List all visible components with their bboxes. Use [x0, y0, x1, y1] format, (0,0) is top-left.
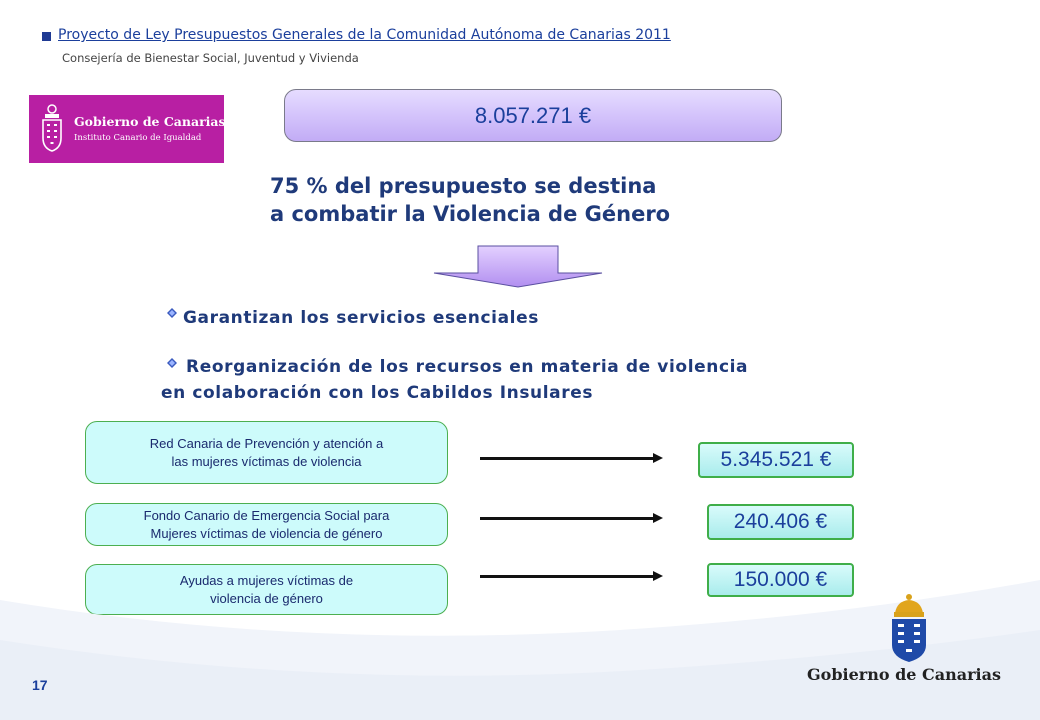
diamond-bullet-icon [167, 358, 177, 368]
logo-subtitle: Instituto Canario de Igualdad [74, 133, 202, 143]
headline-line1: 75 % del presupuesto se destina [270, 174, 657, 198]
amount-value: 5.345.521 € [720, 448, 832, 471]
program-box-fondo-canario [85, 503, 448, 546]
program-label-line2: violencia de género [210, 590, 323, 606]
amount-value: 240.406 € [733, 510, 828, 533]
headline-line2: a combatir la Violencia de Género [270, 202, 671, 226]
arrow-right-icon [653, 513, 663, 523]
bullet-reorganization-line2: en colaboración con los Cabildos Insulares [161, 383, 594, 403]
institute-logo [29, 95, 224, 163]
amount-box-red-canaria [698, 442, 854, 478]
coat-of-arms-icon [39, 103, 65, 153]
program-label-line1: Red Canaria de Prevención y atención a [149, 435, 384, 451]
program-box-red-canaria [85, 421, 448, 484]
logo-title: Gobierno de Canarias [74, 114, 226, 129]
headline [270, 172, 670, 228]
gobierno-canarias-coat-icon [887, 593, 931, 663]
program-label-line2: Mujeres víctimas de violencia de género [150, 525, 383, 541]
footer-brand: Gobierno de Canarias [807, 665, 1002, 684]
connector-arrow-line [480, 457, 655, 460]
header-title-link[interactable]: Proyecto de Ley Presupuestos Generales de la Comunidad Autónoma de Canarias 2011 [58, 27, 671, 43]
connector-arrow-line [480, 517, 655, 520]
program-label-line2: las mujeres víctimas de violencia [171, 453, 362, 469]
down-arrow-icon [432, 245, 604, 289]
decorative-wave-background [0, 560, 1040, 720]
header-bullet [42, 32, 51, 41]
diamond-bullet-icon [167, 308, 177, 318]
bullet-essential-services: Garantizan los servicios esenciales [183, 308, 539, 328]
program-label-line1: Ayudas a mujeres víctimas de [179, 572, 354, 588]
amount-box-fondo-canario [707, 504, 854, 540]
arrow-right-icon [653, 453, 663, 463]
header-subtitle: Consejería de Bienestar Social, Juventud y Vivienda [62, 51, 359, 65]
amount-value: 150.000 € [733, 568, 828, 591]
program-label-line1: Fondo Canario de Emergencia Social para [143, 507, 390, 523]
total-amount: 8.057.271 € [474, 102, 592, 128]
bullet-reorganization-line1: Reorganización de los recursos en materia de violencia [186, 357, 749, 377]
total-amount-box [284, 89, 782, 142]
page-number: 17 [32, 677, 48, 693]
